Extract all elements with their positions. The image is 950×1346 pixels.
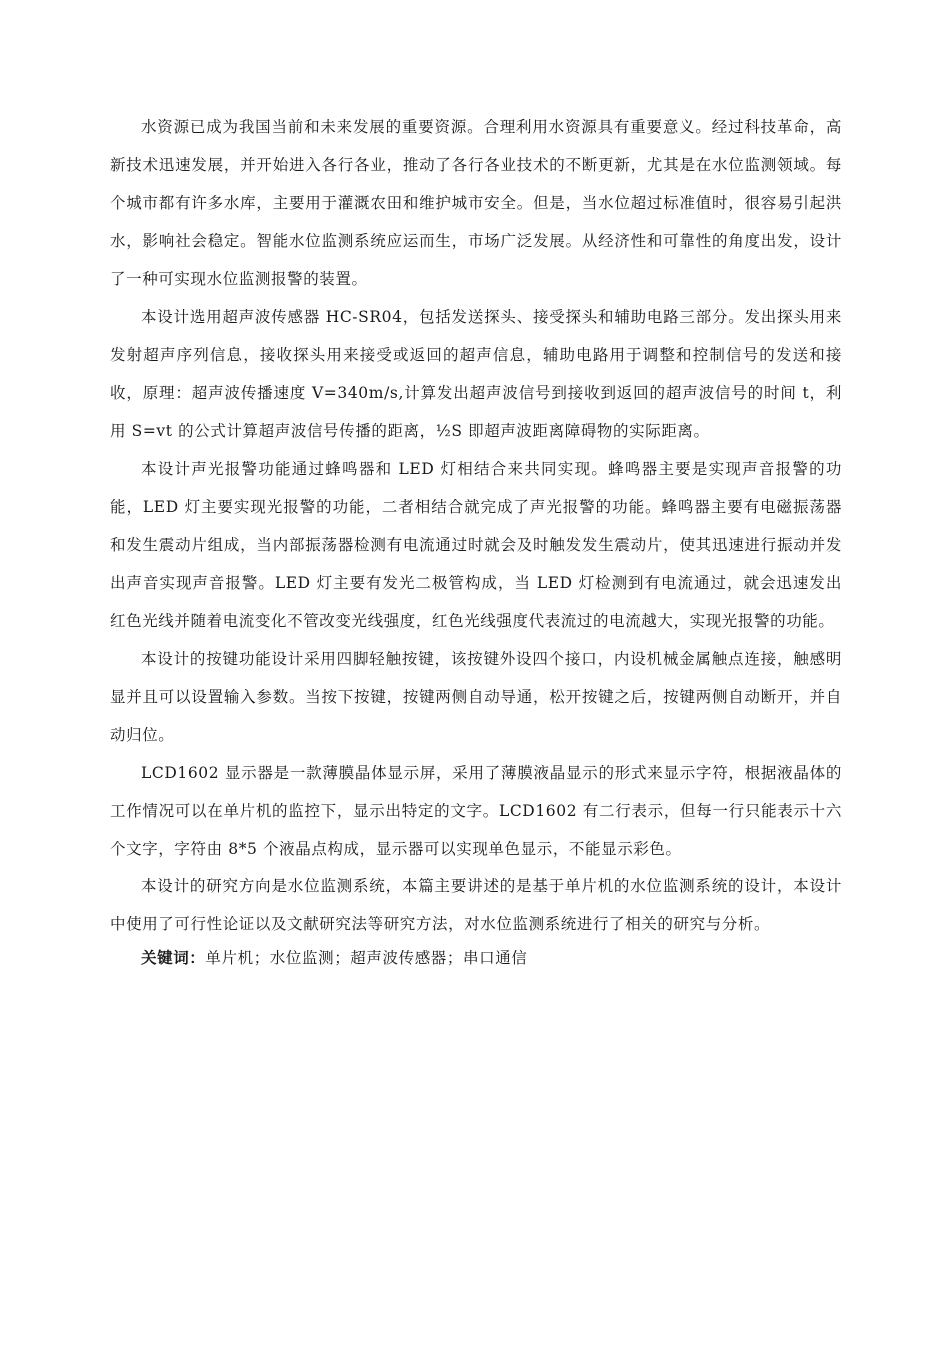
keywords-text: 单片机；水位监测；超声波传感器；串口通信: [205, 949, 528, 967]
keywords-line: [110, 943, 842, 973]
abstract-body: [110, 108, 842, 973]
paragraph-lcd: LCD1602 显示器是一款薄膜晶体显示屏，采用了薄膜液晶显示的形式来显示字符，根据液晶体的工作情况可以在单片机的监控下，显示出特定的文字。LCD1602 有二行表示，但每一行只能表示十六个文字，字符由 8*5 个液晶点构成，显示器可以实现单色显示，不能显示彩色。: [110, 764, 842, 858]
paragraph-buttons: 本设计的按键功能设计采用四脚轻触按键，该按键外设四个接口，内设机械金属触点连接，触感明显并且可以设置输入参数。当按下按键，按键两侧自动导通，松开按键之后，按键两侧自动断开，并自动归位。: [110, 650, 842, 744]
paragraph-ultrasonic-sensor: 本设计选用超声波传感器 HC-SR04，包括发送探头、接受探头和辅助电路三部分。发出探头用来发射超声序列信息，接收探头用来接受或返回的超声信息，辅助电路用于调整和控制信号的发送和接收，原理：超声波传播速度 V=340m/s,计算发出超声波信号到接收到返回的超声波信号的时间 t，利用 S=vt 的公式计算超声波信号传播的距离，½S 即超声波距离障碍物的实际距离。: [110, 308, 842, 440]
keywords-label: 关键词：: [141, 949, 206, 967]
paragraph-intro: 水资源已成为我国当前和未来发展的重要资源。合理利用水资源具有重要意义。经过科技革命，高新技术迅速发展，并开始进入各行各业，推动了各行各业技术的不断更新，尤其是在水位监测领域。每个城市都有许多水库，主要用于灌溉农田和维护城市安全。但是，当水位超过标准值时，很容易引起洪水，影响社会稳定。智能水位监测系统应运而生，市场广泛发展。从经济性和可靠性的角度出发，设计了一种可实现水位监测报警的装置。: [110, 118, 842, 288]
paragraph-alarm: 本设计声光报警功能通过蜂鸣器和 LED 灯相结合来共同实现。蜂鸣器主要是实现声音报警的功能，LED 灯主要实现光报警的功能，二者相结合就完成了声光报警的功能。蜂鸣器主要有电磁振荡器和发生震动片组成，当内部振荡器检测有电流通过时就会及时触发发生震动片，使其迅速进行振动并发出声音实现声音报警。LED 灯主要有发光二极管构成，当 LED 灯检测到有电流通过，就会迅速发出红色光线并随着电流变化不管改变光线强度，红色光线强度代表流过的电流越大，实现光报警的功能。: [110, 460, 842, 630]
paragraph-research: 本设计的研究方向是水位监测系统，本篇主要讲述的是基于单片机的水位监测系统的设计，本设计中使用了可行性论证以及文献研究法等研究方法，对水位监测系统进行了相关的研究与分析。: [110, 877, 842, 933]
